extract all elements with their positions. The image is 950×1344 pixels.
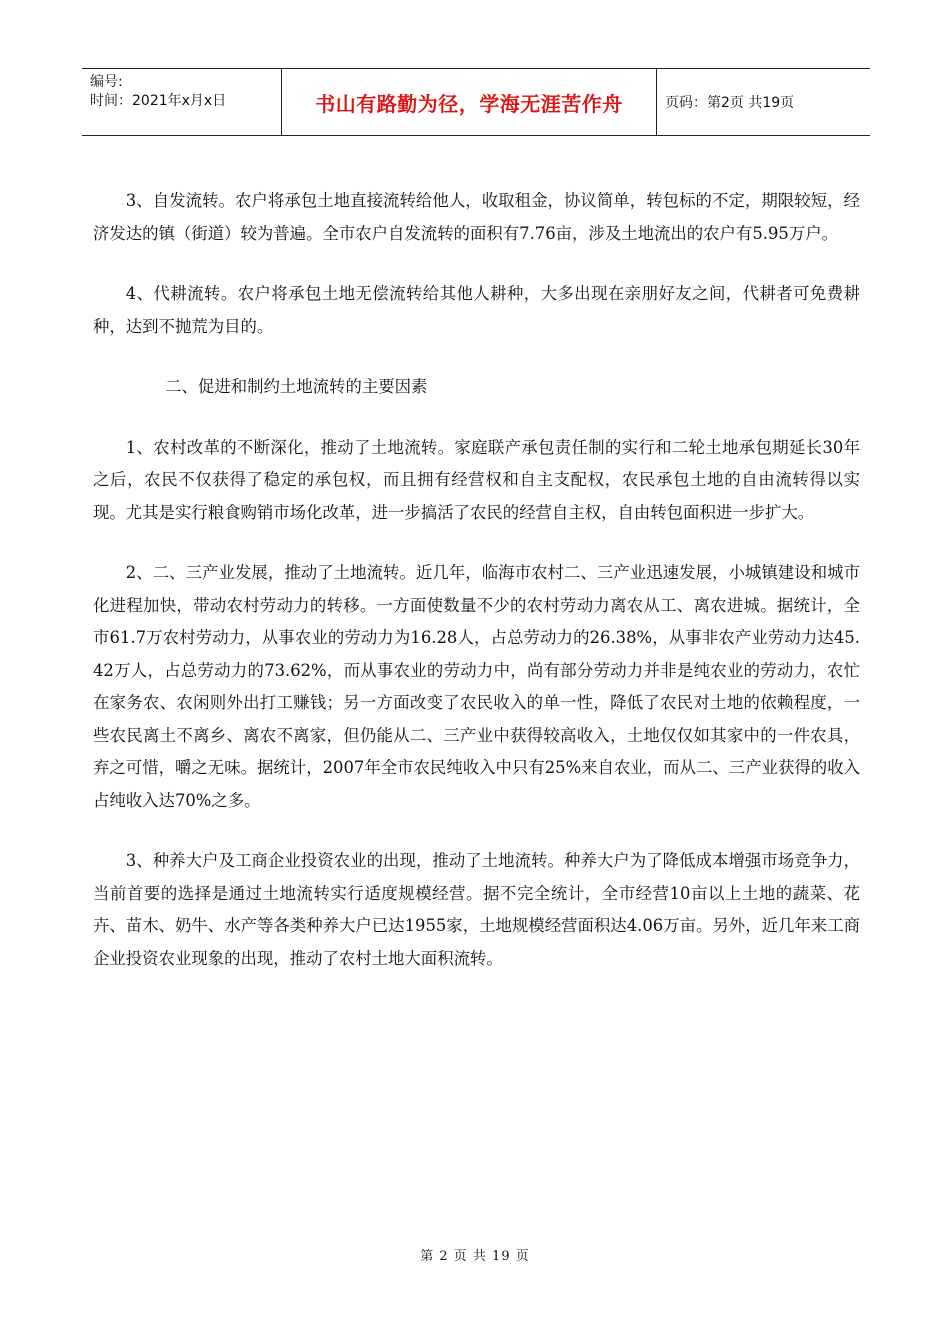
paragraph-large-farmers: 3、种养大户及工商企业投资农业的出现，推动了土地流转。种养大户为了降低成本增强市场竞争力，当前首要的选择是通过土地流转实行适度规模经营。据不完全统计，全市经营10亩以上土地的蔬菜、花卉、苗木、奶牛、水产等各类种养大户已达1955家，土地规模经营面积达4.06万亩。另外，近几年来工商企业投资农业现象的出现，推动了农村土地大面积流转。 bbox=[93, 851, 860, 968]
paragraph-industry-development: 2、二、三产业发展，推动了土地流转。近几年，临海市农村二、三产业迅速发展，小城镇建设和城市化进程加快，带动农村劳动力的转移。一方面使数量不少的农村劳动力离农从工、离农进城。据统计，全市61.7万农村劳动力，从事农业的劳动力为16.28人，占总劳动力的26.38%，从事非农产业劳动力达45.42万人，占总劳动力的73.62%，而从事农业的劳动力中，尚有部分劳动力并非是纯农业的劳动力，农忙在家务农、农闲则外出打工赚钱；另一方面改变了农民收入的单一性，降低了农民对土地的依赖程度，一些农民离土不离乡、离农不离家，但仍能从二、三产业中获得较高收入，土地仅仅如其家中的一件农具，弃之可惜，嚼之无味。据统计，2007年全市农民纯收入中只有25%来自农业，而从二、三产业获得的收入占纯收入达70%之多。 bbox=[93, 563, 860, 810]
document-header bbox=[82, 68, 870, 136]
header-meta-cell bbox=[82, 69, 282, 135]
paragraph-rural-reform: 1、农村改革的不断深化，推动了土地流转。家庭联产承包责任制的实行和二轮土地承包期延长30年之后，农民不仅获得了稳定的承包权，而且拥有经营权和自主支配权，农民承包土地的自由流转得以实现。尤其是实行粮食购销市场化改革，进一步搞活了农民的经营自主权，自由转包面积进一步扩大。 bbox=[93, 437, 860, 522]
paragraph-spontaneous-transfer: 3、自发流转。农户将承包土地直接流转给他人，收取租金，协议简单，转包标的不定，期限较短，经济发达的镇（街道）较为普遍。全市农户自发流转的面积有7.76亩，涉及土地流出的农户有5.95万户。 bbox=[93, 191, 860, 243]
section-heading: 二、促进和制约土地流转的主要因素 bbox=[165, 377, 428, 396]
document-time-label: 时间：2021年x月x日 bbox=[90, 93, 227, 109]
document-number-label: 编号: bbox=[90, 74, 123, 90]
page-footer: 第 2 页 共 19 页 bbox=[420, 1249, 530, 1264]
document-body bbox=[93, 185, 860, 1003]
paragraph-substitute-farming: 4、代耕流转。农户将承包土地无偿流转给其他人耕种，大多出现在亲朋好友之间，代耕者可免费耕种，达到不抛荒为目的。 bbox=[93, 284, 860, 336]
header-page-info: 页码：第2页 共19页 bbox=[665, 95, 795, 111]
header-motto: 书山有路勤为径，学海无涯苦作舟 bbox=[282, 69, 657, 135]
